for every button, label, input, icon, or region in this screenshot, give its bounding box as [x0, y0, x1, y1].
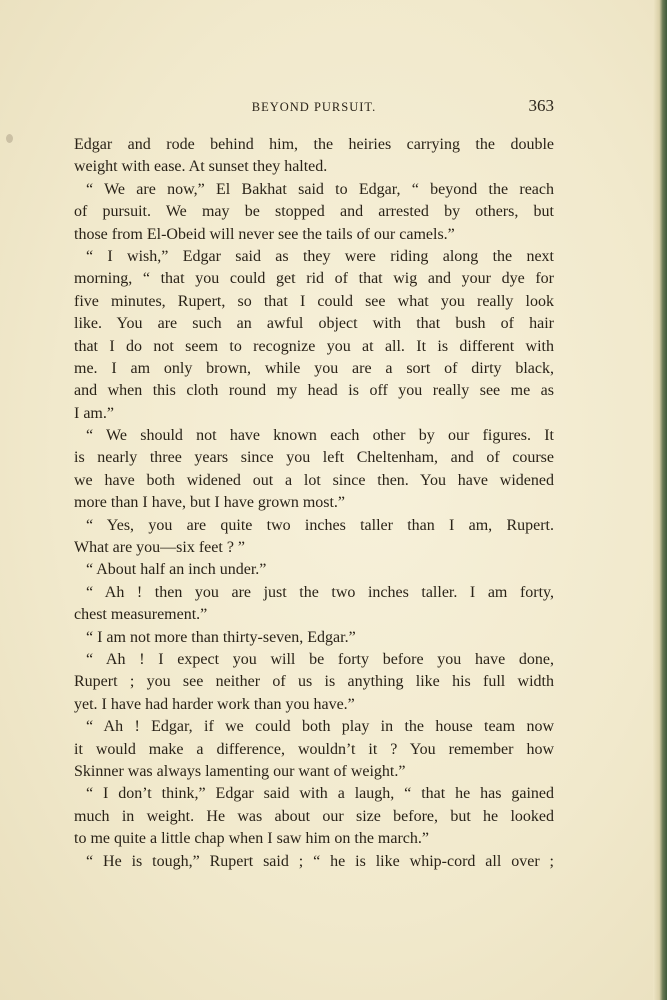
text-line: and when this cloth round my head is off you really see me as [74, 382, 554, 400]
text-line: five minutes, Rupert, so that I could see what you really look [74, 292, 554, 310]
text-line: chest measurement.” [74, 606, 208, 624]
text-line: “ I wish,” Edgar said as they were riding along the next [86, 247, 554, 265]
text-line: Skinner was always lamenting our want of weight.” [74, 762, 406, 780]
text-line: of pursuit. We may be stopped and arrested by others, but [74, 203, 554, 221]
text-line: Rupert ; you see neither of us is anything like his full width [74, 673, 554, 691]
text-line: weight with ease. At sunset they halted. [74, 158, 328, 176]
text-line: like. You are such an awful object with that bush of hair [74, 315, 554, 333]
text-line: I am.” [74, 404, 114, 422]
text-line: “ Ah ! Edgar, if we could both play in the house team now [86, 718, 554, 736]
text-line: more than I have, but I have grown most.” [74, 494, 346, 512]
paper-speck [6, 134, 13, 143]
text-line: “ Ah ! then you are just the two inches taller. I am forty, [86, 583, 554, 601]
page-header [74, 96, 554, 120]
text-line: What are you—six feet ? ” [74, 539, 246, 557]
page-number: 363 [528, 96, 554, 115]
text-line: we have both widened out a lot since then. You have widened [74, 471, 554, 489]
text-line: is nearly three years since you left Cheltenham, and of course [74, 449, 554, 467]
text-line: “ He is tough,” Rupert said ; “ he is like whip-cord all over ; [86, 852, 554, 870]
text-line: “ Ah ! I expect you will be forty before you have done, [86, 650, 554, 668]
text-line: “ We are now,” El Bakhat said to Edgar, “ beyond the reach [86, 180, 554, 198]
body-text [74, 134, 554, 873]
text-line: “ I don’t think,” Edgar said with a laugh, “ that he has gained [86, 785, 554, 803]
running-head: BEYOND PURSUIT. [251, 100, 377, 114]
text-line: yet. I have had harder work than you have.” [74, 695, 355, 713]
page-edge-shadow [653, 0, 667, 1000]
text-line: “ We should not have known each other by our figures. It [86, 427, 554, 445]
text-line: Edgar and rode behind him, the heiries carrying the double [74, 136, 554, 153]
text-line: me. I am only brown, while you are a sort of dirty black, [74, 359, 554, 377]
text-line: it would make a difference, wouldn’t it ? You remember how [74, 740, 554, 758]
text-line: “ Yes, you are quite two inches taller than I am, Rupert. [86, 516, 554, 534]
text-line: to me quite a little chap when I saw him on the march.” [74, 830, 429, 848]
text-line: “ I am not more than thirty-seven, Edgar.” [86, 628, 356, 646]
text-line: “ About half an inch under.” [86, 561, 267, 579]
text-line: much in weight. He was about our size before, but he looked [74, 807, 554, 825]
text-line: morning, “ that you could get rid of that wig and your dye for [74, 270, 554, 288]
text-line: that I do not seem to recognize you at all. It is different with [74, 337, 554, 355]
text-line: those from El-Obeid will never see the tails of our camels.” [74, 225, 455, 243]
